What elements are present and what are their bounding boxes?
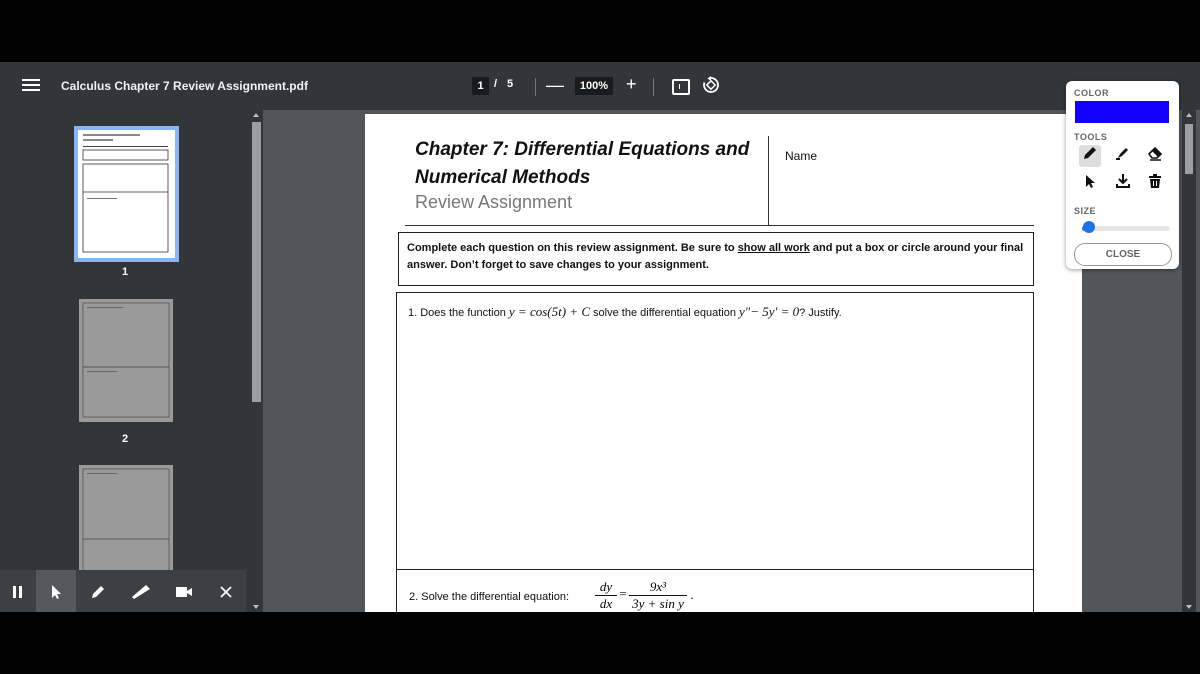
header-rule <box>405 225 1034 226</box>
fraction-denominator: 3y + sin y <box>629 595 687 612</box>
scrollbar-thumb[interactable] <box>1185 124 1193 174</box>
marker-icon[interactable] <box>1112 145 1134 167</box>
rotate-icon[interactable] <box>702 76 720 94</box>
zoom-in-button[interactable]: + <box>626 74 637 94</box>
fraction-numerator: dy <box>599 579 613 594</box>
pause-icon[interactable] <box>0 570 36 612</box>
thumbnail-number: 1 <box>122 266 129 278</box>
thumbnail-page-2[interactable] <box>79 299 173 422</box>
thumbnail-page-1[interactable] <box>78 130 175 258</box>
fraction-numerator: 9x³ <box>649 579 667 594</box>
pointer-icon[interactable] <box>36 570 76 612</box>
annotation-toolbar <box>0 570 246 612</box>
scroll-up-arrow-icon[interactable] <box>1186 113 1192 117</box>
menu-icon[interactable] <box>22 76 40 96</box>
highlighter-icon[interactable] <box>123 570 159 612</box>
pen-icon[interactable] <box>1079 145 1101 167</box>
scrollbar-thumb[interactable] <box>252 122 261 402</box>
period: . <box>690 587 694 602</box>
name-label: Name <box>785 149 818 163</box>
page-separator: / <box>494 78 498 90</box>
question-divider <box>397 569 1033 570</box>
toolbar-divider <box>535 78 536 96</box>
close-button[interactable]: CLOSE <box>1074 243 1172 266</box>
scroll-down-arrow-icon[interactable] <box>1186 605 1192 609</box>
size-slider-track[interactable] <box>1082 226 1170 231</box>
instructions-text: and put a box or circle around your final answer. Don’t forget to save changes to your assignment. <box>407 242 1024 271</box>
pdf-viewer <box>0 62 1200 612</box>
instructions-text: Complete each question on this review assignment. Be sure to <box>407 242 738 254</box>
color-swatch[interactable] <box>1075 101 1169 123</box>
question-text: solve the differential equation <box>590 307 740 319</box>
eraser-icon[interactable] <box>1144 145 1166 167</box>
camera-icon[interactable] <box>166 570 202 612</box>
instructions-box <box>398 232 1034 286</box>
pen-icon[interactable] <box>80 570 116 612</box>
subtitle: Review Assignment <box>415 192 573 212</box>
question-2: 2. Solve the differential equation: <box>409 591 570 603</box>
chapter-title-line1: Chapter 7: Differential Equations and <box>415 139 750 160</box>
zoom-input[interactable]: 100% <box>575 77 613 95</box>
tools-label: TOOLS <box>1074 132 1108 142</box>
annotation-panel <box>1066 81 1179 269</box>
thumbnail-sidebar <box>0 110 263 612</box>
scroll-up-arrow-icon[interactable] <box>253 113 259 117</box>
questions-box <box>396 292 1034 612</box>
question-math: y″− 5y′ = 0 <box>739 304 800 319</box>
document-scrollbar[interactable] <box>1182 110 1196 612</box>
thumbnail-preview <box>79 299 173 422</box>
trash-icon[interactable] <box>1144 173 1166 195</box>
top-toolbar <box>0 62 1200 110</box>
equals-sign: = <box>619 586 627 601</box>
pdf-page <box>365 114 1082 612</box>
zoom-out-button[interactable]: — <box>546 75 564 95</box>
toolbar-divider <box>653 78 654 96</box>
size-slider-knob[interactable] <box>1083 221 1095 233</box>
fit-page-icon[interactable] <box>672 79 690 95</box>
thumbnail-number: 2 <box>122 433 129 445</box>
close-icon[interactable] <box>208 570 244 612</box>
fraction-rhs <box>629 579 687 612</box>
scroll-down-arrow-icon[interactable] <box>253 605 259 609</box>
download-icon[interactable] <box>1112 173 1134 195</box>
question-text: ? Justify. <box>799 307 842 319</box>
size-label: SIZE <box>1074 206 1097 216</box>
thumbnail-preview <box>78 130 175 258</box>
sidebar-scrollbar[interactable] <box>250 110 263 612</box>
question-math: y = cos(5t) + C <box>508 304 590 319</box>
page-number-input[interactable]: 1 <box>472 77 489 95</box>
chapter-title <box>415 136 755 192</box>
document-title: Calculus Chapter 7 Review Assignment.pdf <box>61 79 308 93</box>
header-divider <box>768 136 769 226</box>
pointer-icon[interactable] <box>1079 173 1101 195</box>
fraction-denominator: dx <box>595 595 617 612</box>
chapter-title-line2: Numerical Methods <box>415 167 591 188</box>
question-text: 1. Does the function <box>408 307 509 319</box>
color-label: COLOR <box>1074 88 1109 98</box>
fraction-dy-dx <box>595 579 617 612</box>
instructions <box>407 240 1027 274</box>
question-1 <box>408 304 842 320</box>
instructions-emphasis: show all work <box>737 242 810 254</box>
page-total: 5 <box>507 78 514 90</box>
